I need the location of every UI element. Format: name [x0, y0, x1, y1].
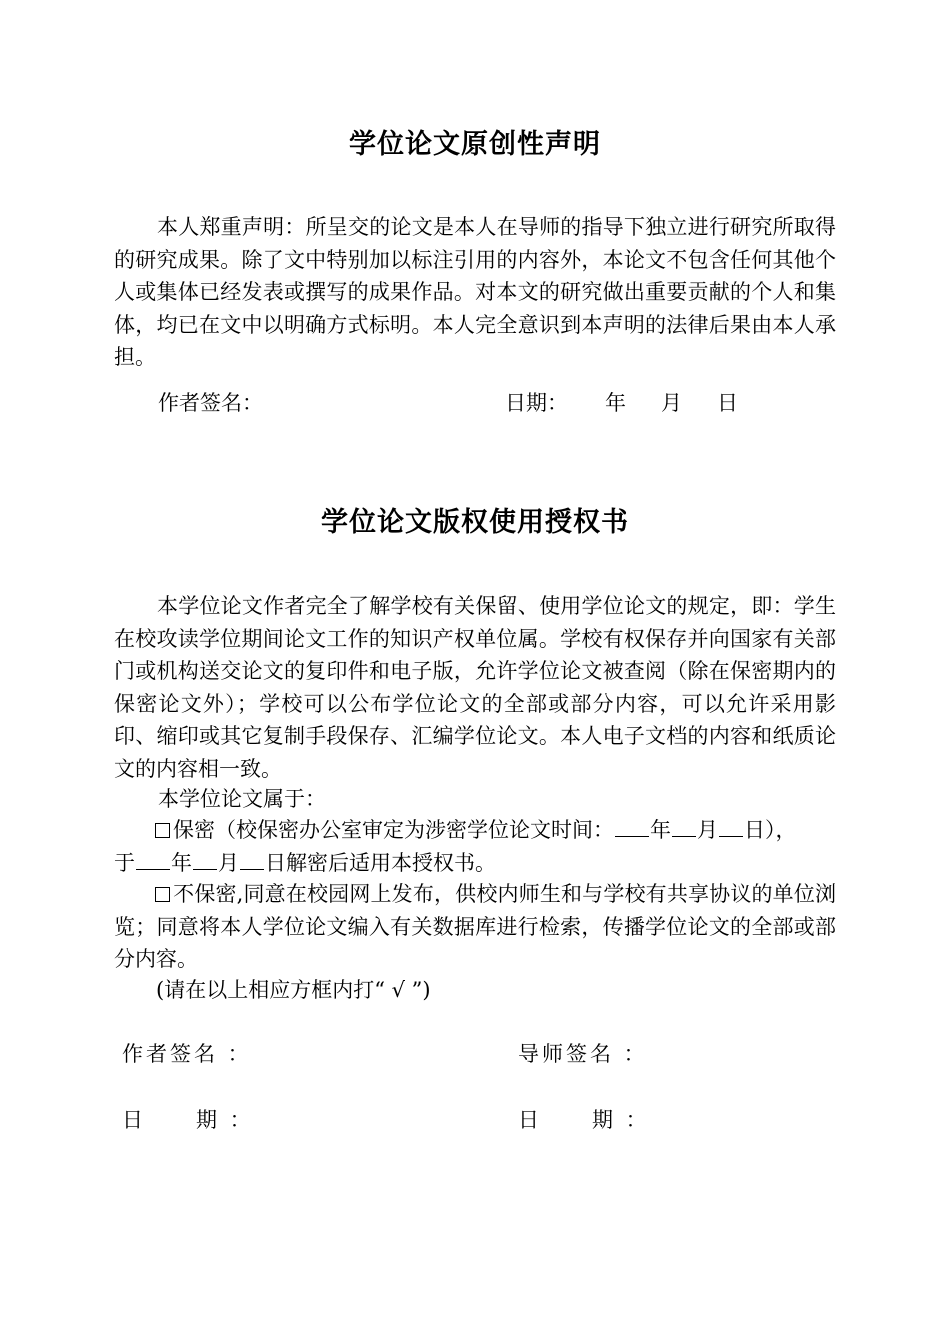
nonsecret-checkbox[interactable] [155, 887, 170, 902]
secret-line2-suffix: 日解密后适用本授权书。 [265, 851, 496, 875]
originality-statement: 本人郑重声明：所呈交的论文是本人在导师的指导下独立进行研究所取得的研究成果。除了文中特别加以标注引用的内容外，本论文不包含任何其他个人或集体已经发表或撰写的成果作品。对本文的研究做出重要贡献的个人和集体，均已在文中以明确方式标明。本人完全意识到本声明的法律后果由本人承担。 [114, 215, 836, 369]
secret-month-label: 月 [697, 818, 718, 842]
secret-day-blank[interactable] [719, 818, 743, 837]
secret-year-blank[interactable] [615, 818, 649, 837]
originality-title: 学位论文原创性声明 [349, 129, 601, 160]
secret-option-prefix: 保密（校保密办公室审定为涉密学位论文时间： [173, 818, 614, 842]
secret-option-line [155, 816, 797, 844]
belongs-label: 本学位论文属于： [158, 787, 326, 811]
originality-year-label: 年 [605, 391, 626, 415]
advisor-date-char-1: 日 [518, 1108, 539, 1132]
secret-option-line-2 [114, 849, 496, 877]
originality-date-label: 日期： [505, 391, 568, 415]
decrypt-month-blank[interactable] [193, 851, 217, 870]
originality-author-sign-label: 作者签名： [158, 391, 263, 415]
advisor-sign-label: 导师签名 ： [518, 1042, 648, 1066]
secret-day-label: 日 [744, 818, 765, 842]
authorization-title: 学位论文版权使用授权书 [321, 507, 629, 538]
advisor-date-char-2: 期 ： [592, 1108, 650, 1132]
decrypt-year-label: 年 [171, 851, 192, 875]
instruction-text: (请在以上相应方框内打“ √ ”) [156, 978, 431, 1002]
secret-line2-prefix: 于 [114, 851, 135, 875]
author-date-char-1: 日 [122, 1108, 143, 1132]
originality-month-label: 月 [661, 391, 682, 415]
decrypt-year-blank[interactable] [136, 851, 170, 870]
originality-day-label: 日 [717, 391, 738, 415]
nonsecret-option [114, 878, 836, 976]
decrypt-day-blank[interactable] [240, 851, 264, 870]
nonsecret-option-text: 不保密,同意在校园网上发布，供校内师生和与学校有共享协议的单位浏览；同意将本人学位论文编入有关数据库进行检索，传播学位论文的全部或部分内容。 [114, 882, 836, 971]
secret-month-blank[interactable] [672, 818, 696, 837]
secret-year-label: 年 [650, 818, 671, 842]
author-date-char-2: 期 ： [196, 1108, 254, 1132]
decrypt-month-label: 月 [218, 851, 239, 875]
secret-option-close: ）， [765, 818, 797, 842]
author-sign-label: 作者签名 ： [122, 1042, 252, 1066]
secret-checkbox[interactable] [155, 823, 170, 838]
authorization-statement: 本学位论文作者完全了解学校有关保留、使用学位论文的规定，即：学生在校攻读学位期间论文工作的知识产权单位属。学校有权保存并向国家有关部门或机构送交论文的复印件和电子版，允许学位论文被查阅（除在保密期内的保密论文外）；学校可以公布学位论文的全部或部分内容，可以允许采用影印、缩印或其它复制手段保存、汇编学位论文。本人电子文档的内容和纸质论文的内容相一致。 [114, 594, 836, 781]
